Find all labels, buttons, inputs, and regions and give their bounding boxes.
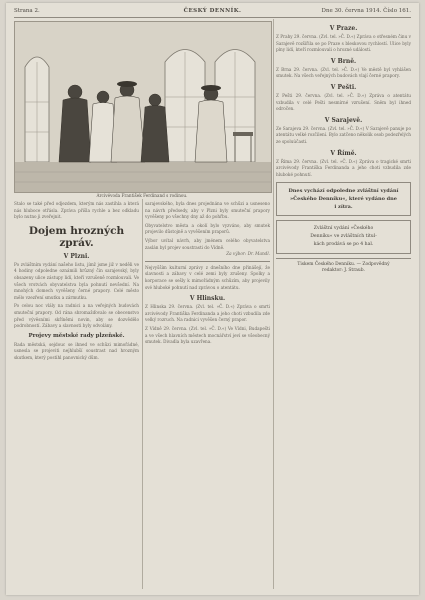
notice-line: i zítra. bbox=[334, 204, 353, 211]
article-paragraph: Po celou noc vlály na radnici a na veřejných budovách smuteční prapory. Od rána shromažďovalo se obecenstvo před vývěsními skříněmi novin, aby se dozvědělo podrobností. Zábavy a slavnosti byly odvolány. bbox=[14, 303, 139, 329]
special-edition-notice bbox=[276, 182, 411, 216]
article-paragraph: Ze Sarajeva 29. června. (Zvl. tel. »Č. D.«) V Sarajevě panuje po atentátu velké rozčilení. Bylo zatčeno několik osob podezřelých ze spoluúčasti. bbox=[276, 125, 411, 144]
section-heading-sarajevo: V Sarajevě. bbox=[324, 116, 363, 124]
photo-illustration bbox=[15, 22, 271, 192]
column-1 bbox=[14, 201, 139, 362]
column-divider bbox=[273, 19, 274, 589]
page-number: Strana 2. bbox=[14, 8, 40, 14]
photo-caption: Arcivévoda František Ferdinand s rodinou. bbox=[96, 193, 188, 198]
page-header bbox=[14, 7, 411, 18]
article-paragraph: Z Prahy 29. června. (Zvl. tel. »Č. D.«) Zpráva o otřesném činu v Sarajevě rozšířila se po Praze s bleskovou rychlostí. Ulice byly plny lidí, kteří rozmlouvali o hrozné události. bbox=[276, 34, 411, 53]
article-paragraph: Z Brna 29. června. (Zvl. tel. »Č. D.«) Ve městě byl vyhlášen smutek. Na všech veřejných budovách vlají černé prapory. bbox=[276, 66, 411, 79]
article-paragraph: Z Pešti 29. června. (Zvl. tel. »Č. D.«) Zpráva o atentátu vzbudila v celé Pešti nesmírné vzrušení. Sněm byl ihned odročen. bbox=[276, 92, 411, 112]
intro-text: Stalo se také před odjezdem, kterým nás zastihla a která nás hluboce otřásla. Zpráva přišla rychle a bez odkladu bylo nutno ji zveřejnit. bbox=[14, 201, 139, 220]
article-paragraph: Rada městská, sejdouc se ihned ve schůzi mimořádné, usnesla se projeviti nejhlubší soustrast nad hrozným skutkem, který postihl panovnický dům. bbox=[14, 341, 139, 360]
section-heading-plzen: V Plzni. bbox=[63, 252, 90, 260]
newspaper-page bbox=[6, 3, 419, 595]
notice-line: Denníku« ve zvláštních titul- bbox=[310, 234, 377, 240]
family-photo bbox=[14, 21, 272, 193]
newspaper-title: ČESKÝ DENNÍK. bbox=[183, 8, 242, 14]
signature: Za výbor: Dr. Mandl. bbox=[226, 251, 270, 257]
section-heading-rim: V Římě. bbox=[330, 149, 357, 157]
imprint-line: redaktor: J. Straub. bbox=[322, 268, 365, 274]
subheading-city-council: Projevy městské rady plzeňské. bbox=[28, 332, 125, 339]
article-paragraph: Z Hlinska 29. června. (Zvl. tel. »Č. D.«) Zpráva o smrti arcivévody Františka Ferdinanda a jeho choti vzbudila zde velký rozruch. Na radnici vyvěšen černý prapor. bbox=[145, 304, 270, 323]
section-heading-hlinsko: V Hlinsku. bbox=[189, 295, 226, 303]
imprint-line: Tiskem Českého Denníku. — Zodpovědný bbox=[297, 262, 390, 268]
notice-line: Dnes vychází odpoledne zvláštní vydání bbox=[288, 188, 399, 195]
article-paragraph: Z Říma 29. června. (Zvl. tel. »Č. D.«) Zpráva o tragické smrti arcivévody Františka Ferdinanda a jeho choti vzbudila zde hluboké pohnutí. bbox=[276, 158, 411, 177]
column-2 bbox=[145, 201, 270, 346]
headline: Dojem hrozných zpráv. bbox=[28, 224, 125, 249]
article-paragraph: Po zvláštním vydání našeho listu, jímž jsme již v neděli ve 4 hodiny odpoledne oznámili hrůzný čin sarajevský, byly obsazeny ulice zástupy lidí, kteří vzrušeně rozmlouvali. Ve všech vrstvách obyvatelstva byla pohnutí nevšední. Na mnohých domech vyvěšeny černé prapory. Celé město mělo vzezření smutku a zármutku. bbox=[14, 261, 139, 300]
notice-line: Zvláštní vydání »Českého bbox=[313, 226, 374, 232]
article-paragraph: Výbor uvítal návrh, aby jménem celého obyvatelstva zaslán byl projev soustrasti do Vídně. bbox=[145, 237, 270, 250]
notice-line: kách prodává se po 4 hal. bbox=[313, 242, 374, 248]
section-heading-brno: V Brně. bbox=[330, 57, 357, 65]
article-paragraph: sarajevského, byla dnes projednána ve schůzi a usneseno na návrh předsedy, aby v Plzni byly smuteční prapory vyvěšeny po všechny dny až do pohřbu. bbox=[145, 201, 270, 220]
price-notice bbox=[276, 220, 411, 254]
section-heading-pest: V Pešti. bbox=[330, 83, 357, 91]
divider bbox=[276, 258, 411, 259]
notice-line: »Českého Denníku«, které vydáno dne bbox=[290, 196, 397, 203]
column-divider bbox=[142, 199, 143, 589]
article-paragraph: Nejvyšším kulturní zprávy z dnešního dne přinášejí, že slavnosti a zábavy v celé zemi byly zrušeny. Spolky a korporace se sešly k mimořádným schůzím, aby projevily své hluboké pohnutí nad zprávou o atentátu. bbox=[145, 264, 270, 290]
column-3 bbox=[276, 21, 411, 274]
divider bbox=[145, 261, 270, 262]
article-paragraph: Obyvatelstvo města a okolí bylo vyzváno, aby smutek projevilo důstojně a vyvěšením praporů. bbox=[145, 222, 270, 235]
article-paragraph: Z Vídně 29. června. (Zvl. tel. »Č. D.«) Ve Vídni, Budapešti a ve všech hlavních městech mocnářství jeví se všeobecný smutek. Divadla byla uzavřena. bbox=[145, 325, 270, 345]
issue-date: Dne 30. června 1914. Číslo 161. bbox=[321, 8, 411, 14]
section-heading-praha: V Praze. bbox=[329, 25, 358, 32]
